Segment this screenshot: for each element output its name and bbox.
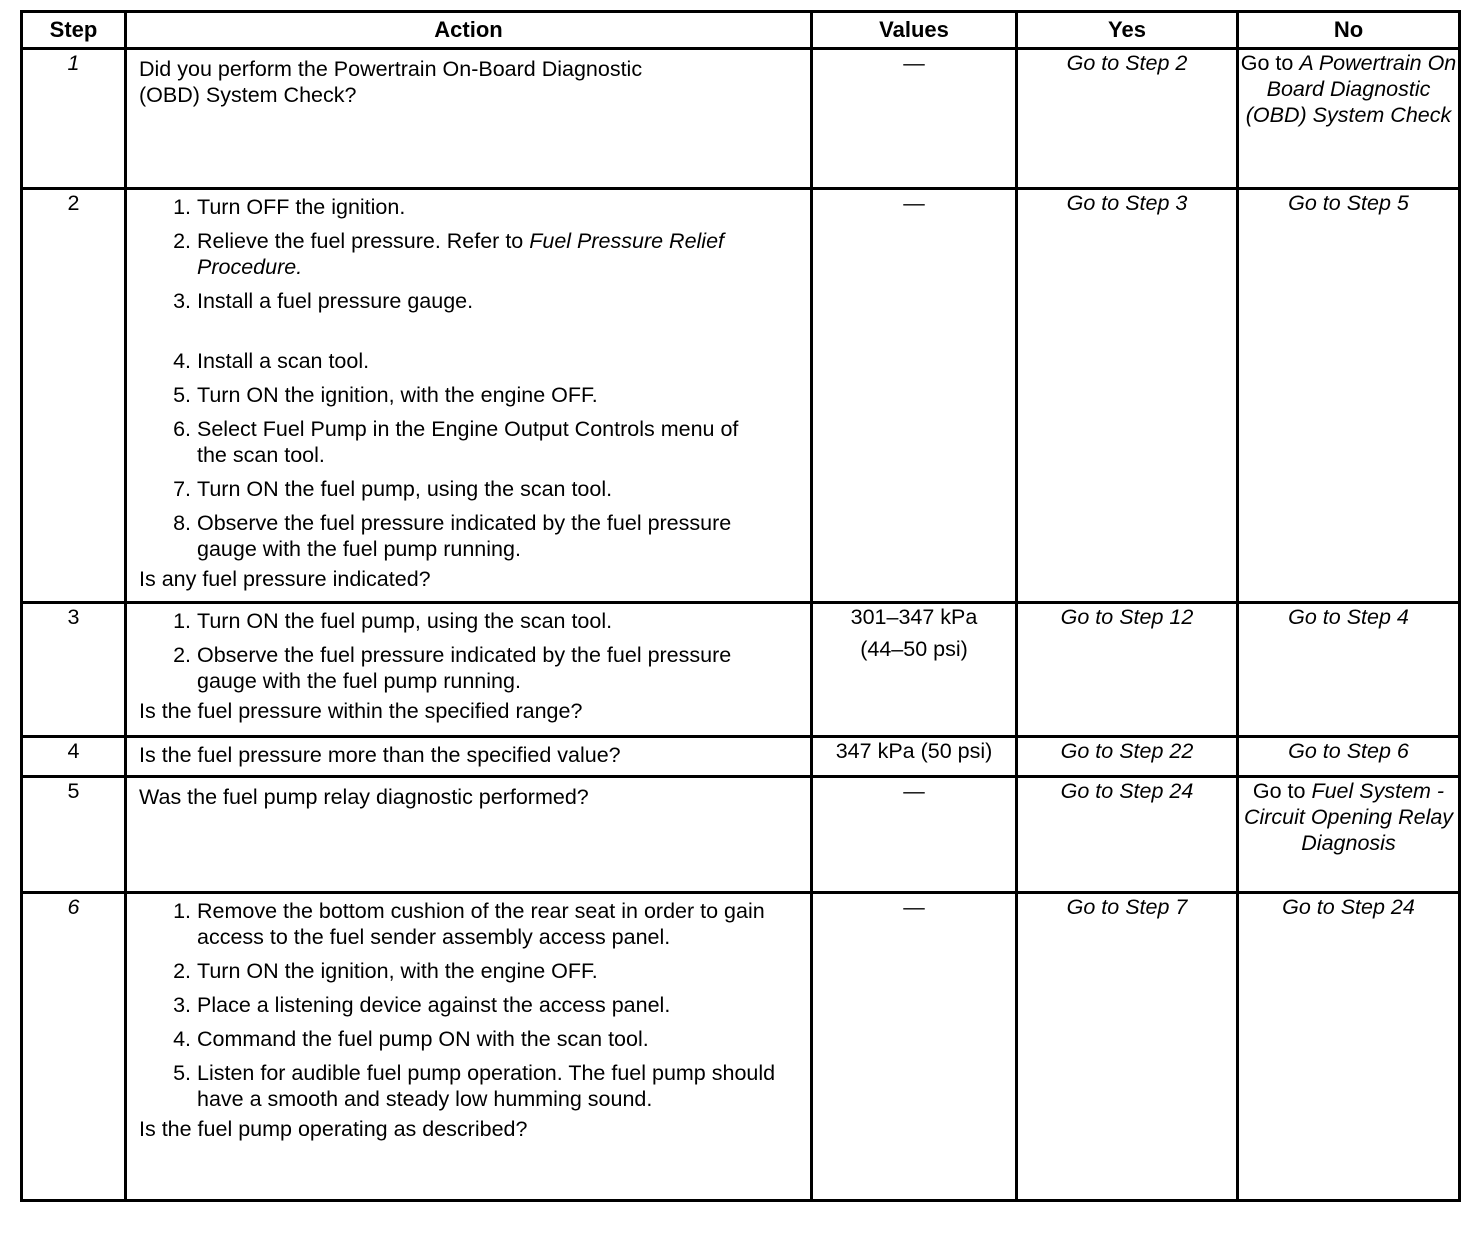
- action-step-item: 1. Turn OFF the ignition.: [197, 194, 760, 220]
- action-steps-list: [139, 608, 800, 694]
- no-prefix: Go to: [1252, 779, 1312, 803]
- no-cell: Go to Step 6: [1238, 737, 1460, 777]
- action-step-item: 5. Listen for audible fuel pump operation. The fuel pump should have a smooth and steady low humming sound.: [197, 1060, 794, 1112]
- action-question: Is the fuel pressure within the specified range?: [139, 699, 583, 723]
- action-step-item: 5. Turn ON the ignition, with the engine OFF.: [197, 382, 760, 408]
- table-row-step-2: [22, 189, 1460, 603]
- table-row-step-4: [22, 737, 1460, 777]
- action-steps-list: [139, 194, 800, 562]
- value-cell: —: [812, 189, 1017, 603]
- action-cell: [126, 49, 812, 189]
- yes-cell: Go to Step 7: [1017, 893, 1238, 1201]
- header-no: No: [1238, 12, 1460, 49]
- value-cell: [812, 603, 1017, 737]
- action-step-item: 8. Observe the fuel pressure indicated by the fuel pressure gauge with the fuel pump running.: [197, 510, 760, 562]
- no-reference: Fuel System - Circuit Opening Relay Diagnosis: [1243, 779, 1454, 855]
- yes-cell: Go to Step 12: [1017, 603, 1238, 737]
- value-cell: —: [812, 893, 1017, 1201]
- yes-cell: Go to Step 3: [1017, 189, 1238, 603]
- step-number: 5: [22, 777, 126, 893]
- action-step-item: 4. Command the fuel pump ON with the scan tool.: [197, 1026, 794, 1052]
- action-step-item: 3. Place a listening device against the access panel.: [197, 992, 794, 1018]
- table-row-step-6: [22, 893, 1460, 1201]
- header-yes: Yes: [1017, 12, 1238, 49]
- action-step-item: 2. Turn ON the ignition, with the engine OFF.: [197, 958, 794, 984]
- action-cell: [126, 603, 812, 737]
- action-step-item: 6. Select Fuel Pump in the Engine Output Controls menu of the scan tool.: [197, 416, 760, 468]
- action-step-item: 2. Relieve the fuel pressure. Refer to Fuel Pressure Relief Procedure.: [197, 228, 760, 280]
- step-number: 1: [22, 49, 126, 189]
- action-cell: [126, 893, 812, 1201]
- value-range-kpa: 301–347 kPa: [850, 605, 978, 629]
- yes-cell: Go to Step 24: [1017, 777, 1238, 893]
- value-cell: —: [812, 777, 1017, 893]
- action-step-item: 1. Turn ON the fuel pump, using the scan tool.: [197, 608, 760, 634]
- step-number: 2: [22, 189, 126, 603]
- value-cell: 347 kPa (50 psi): [812, 737, 1017, 777]
- no-prefix: Go to: [1240, 51, 1300, 75]
- header-values: Values: [812, 12, 1017, 49]
- no-cell: Go to Step 4: [1238, 603, 1460, 737]
- value-range-psi: (44–50 psi): [860, 637, 968, 661]
- action-steps-list: [139, 898, 800, 1112]
- step-number: 6: [22, 893, 126, 1201]
- table-row-step-5: [22, 777, 1460, 893]
- header-row: [22, 12, 1460, 49]
- yes-cell: Go to Step 2: [1017, 49, 1238, 189]
- action-question: Is any fuel pressure indicated?: [139, 567, 431, 591]
- yes-cell: Go to Step 22: [1017, 737, 1238, 777]
- action-question: Did you perform the Powertrain On-Board Diagnostic (OBD) System Check?: [139, 57, 643, 107]
- step-number: 3: [22, 603, 126, 737]
- no-cell: Go to Step 24: [1238, 893, 1460, 1201]
- step-number: 4: [22, 737, 126, 777]
- table-row-step-3: [22, 603, 1460, 737]
- diagnostic-table: [20, 10, 1461, 1202]
- action-question: Was the fuel pump relay diagnostic performed?: [139, 785, 589, 809]
- procedure-reference: Fuel Pressure Relief Procedure: [197, 229, 725, 279]
- action-step-item: 1. Remove the bottom cushion of the rear seat in order to gain access to the fuel sender assembly access panel.: [197, 898, 794, 950]
- no-cell: Go to Step 5: [1238, 189, 1460, 603]
- no-cell: [1238, 777, 1460, 893]
- header-action: Action: [126, 12, 812, 49]
- action-step-item: 7. Turn ON the fuel pump, using the scan tool.: [197, 476, 760, 502]
- action-question: Is the fuel pressure more than the specified value?: [139, 743, 621, 767]
- action-cell: [126, 777, 812, 893]
- action-step-item: 3. Install a fuel pressure gauge.: [197, 288, 760, 314]
- action-step-item: 2. Observe the fuel pressure indicated by the fuel pressure gauge with the fuel pump running.: [197, 642, 760, 694]
- no-cell: [1238, 49, 1460, 189]
- action-cell: [126, 737, 812, 777]
- action-step-item: 4. Install a scan tool.: [197, 348, 760, 374]
- table-row-step-1: [22, 49, 1460, 189]
- action-question: Is the fuel pump operating as described?: [139, 1117, 528, 1141]
- action-cell: [126, 189, 812, 603]
- value-cell: —: [812, 49, 1017, 189]
- header-step: Step: [22, 12, 126, 49]
- no-reference: A Powertrain On Board Diagnostic (OBD) System Check: [1245, 51, 1457, 127]
